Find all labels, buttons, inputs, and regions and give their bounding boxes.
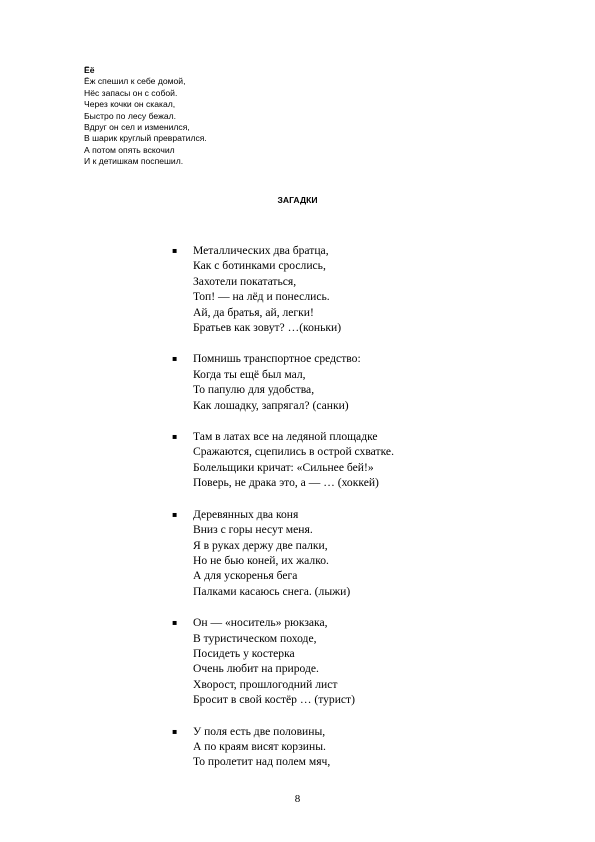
riddle-line: Поверь, не драка это, а — … (хоккей): [193, 476, 379, 490]
poem-line: Нёс запасы он с собой.: [84, 87, 178, 98]
riddle-line: Там в латах все на ледяной площадке: [193, 430, 378, 444]
riddle-list: [172, 243, 472, 786]
riddle-line: А по краям висят корзины.: [193, 739, 326, 753]
bullet-icon: ▪: [172, 246, 178, 255]
riddle-line: Очень любит на природе.: [193, 662, 319, 676]
bullet-icon: ▪: [172, 432, 178, 442]
riddle-line: Как лошадку, запрягал? (санки): [193, 398, 349, 412]
riddle-item: [172, 351, 472, 413]
riddle-line: А для ускоренья бега: [193, 569, 298, 583]
riddle-line: То папулю для удобства,: [193, 383, 315, 397]
bullet-icon: ▪: [172, 354, 178, 364]
riddle-line: В туристическом походе,: [193, 631, 317, 645]
riddle-line: Когда ты ещё был мал,: [193, 367, 306, 381]
riddle-line: Хворост, прошлогодний лист: [193, 677, 338, 691]
page-number: 8: [294, 793, 301, 805]
poem-block: [84, 65, 304, 168]
poem-line: В шарик круглый превратился.: [84, 133, 207, 144]
riddle-line: Захотели покататься,: [193, 274, 297, 288]
poem-line: Быстро по лесу бежал.: [84, 110, 177, 121]
poem-line: Через кочки он скакал,: [84, 99, 176, 110]
riddle-item: [172, 429, 472, 491]
section-title: ЗАГАДКИ: [277, 195, 318, 205]
riddle-line: Посидеть у костерка: [193, 646, 295, 660]
riddle-line: Ай, да братья, ай, легки!: [193, 305, 314, 319]
riddle-line: Братьев как зовут? …(коньки): [193, 321, 342, 335]
riddle-line: Вниз с горы несут меня.: [193, 523, 313, 537]
poem-line: Ёж спешил к себе домой,: [84, 76, 186, 87]
riddle-line: Он — «носитель» рюкзака,: [193, 616, 328, 630]
riddle-item: [172, 243, 472, 335]
riddle-line: Палками касаюсь снега. (лыжи): [193, 584, 351, 598]
riddle-line: Топ! — на лёд и понеслись.: [193, 290, 330, 304]
riddle-line: Я в руках держу две палки,: [193, 538, 328, 552]
riddle-line: Металлических два братца,: [193, 244, 329, 257]
bullet-icon: ▪: [172, 618, 178, 628]
riddle-line: Помнишь транспортное средство:: [193, 352, 361, 366]
poem-line: Вдруг он сел и изменился,: [84, 122, 190, 133]
riddle-line: Бросит в свой костёр … (турист): [193, 693, 355, 707]
riddle-line: Деревянных два коня: [193, 507, 299, 521]
riddle-line: То пролетит над полем мяч,: [193, 755, 331, 769]
bullet-icon: ▪: [172, 509, 178, 519]
poem-line: И к детишкам поспешил.: [84, 156, 184, 167]
riddle-line: Но не бью коней, их жалко.: [193, 553, 329, 567]
riddle-line: У поля есть две половины,: [193, 724, 326, 738]
riddle-line: Сражаются, сцепились в острой схватке.: [193, 445, 394, 459]
riddle-item: [172, 507, 472, 599]
poem-line: А потом опять вскочил: [84, 144, 175, 155]
riddle-item: [172, 615, 472, 707]
riddle-line: Болельщики кричат: «Сильнее бей!»: [193, 460, 374, 474]
poem-title: Ёё: [84, 65, 95, 75]
bullet-icon: ▪: [172, 726, 178, 736]
riddle-line: Как с ботинками срослись,: [193, 259, 326, 273]
riddle-item: [172, 724, 472, 770]
